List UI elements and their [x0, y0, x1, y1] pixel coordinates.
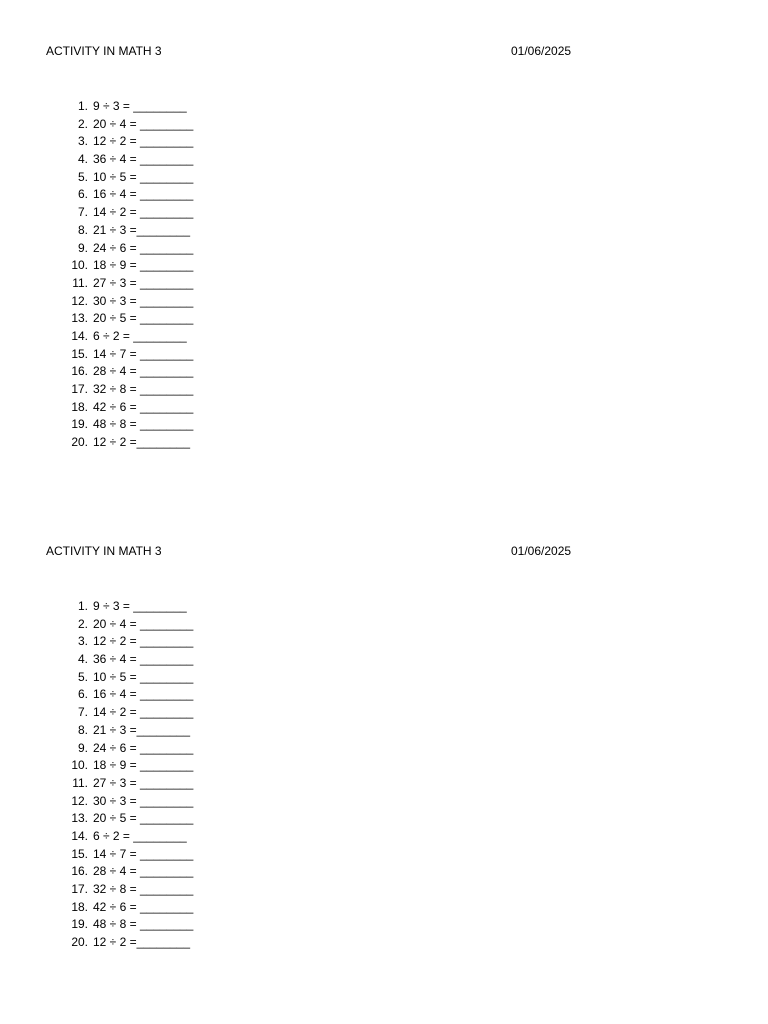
problem-expression: 28 ÷ 4 = ________ — [93, 864, 194, 879]
problem-number: 8. — [77, 222, 88, 237]
problem-number: 14. — [71, 328, 88, 343]
problem-number: 14. — [71, 828, 88, 843]
problem-number: 11. — [72, 775, 88, 790]
problem-number: 3. — [77, 634, 88, 649]
problem-number: 9. — [77, 740, 88, 755]
problem-expression: 42 ÷ 6 = ________ — [93, 899, 194, 914]
problem-number: 4. — [77, 152, 88, 167]
problem-number: 11. — [72, 275, 88, 290]
problem-number: 6. — [77, 687, 88, 702]
worksheet-date: 01/06/2025 — [511, 44, 572, 58]
problem-expression: 30 ÷ 3 = ________ — [93, 293, 194, 308]
problem-expression: 27 ÷ 3 = ________ — [93, 775, 194, 790]
worksheet-title: ACTIVITY IN MATH 3 — [46, 44, 162, 58]
problem-expression: 12 ÷ 2 = ________ — [93, 634, 194, 649]
problem-number: 7. — [77, 705, 88, 720]
problem-expression: 48 ÷ 8 = ________ — [93, 417, 194, 432]
problem-expression: 30 ÷ 3 = ________ — [93, 793, 194, 808]
problem-expression: 10 ÷ 5 = ________ — [93, 169, 194, 184]
problem-number: 12. — [71, 793, 88, 808]
problem-number: 1. — [77, 99, 88, 113]
problem-expression: 20 ÷ 5 = ________ — [93, 311, 194, 326]
problem-expression: 12 ÷ 2 = ________ — [93, 134, 194, 149]
problem-number: 16. — [71, 864, 88, 879]
problem-number: 16. — [71, 364, 88, 379]
problem-number: 13. — [71, 811, 88, 826]
problem-expression: 14 ÷ 2 = ________ — [93, 705, 194, 720]
problem-number: 18. — [71, 899, 88, 914]
problem-expression: 36 ÷ 4 = ________ — [93, 152, 194, 167]
problem-expression: 21 ÷ 3 =________ — [93, 722, 191, 737]
problem-expression: 10 ÷ 5 = ________ — [93, 669, 194, 684]
problem-expression: 12 ÷ 2 =________ — [93, 435, 191, 450]
problem-expression: 6 ÷ 2 = ________ — [93, 828, 187, 843]
problem-number: 5. — [77, 669, 88, 684]
problem-expression: 20 ÷ 4 = ________ — [93, 616, 194, 631]
problem-expression: 28 ÷ 4 = ________ — [93, 364, 194, 379]
problem-number: 18. — [71, 399, 88, 414]
problem-number: 15. — [71, 846, 88, 861]
worksheet-title: ACTIVITY IN MATH 3 — [46, 544, 162, 558]
problem-expression: 24 ÷ 6 = ________ — [93, 740, 194, 755]
problem-expression: 27 ÷ 3 = ________ — [93, 275, 194, 290]
problem-expression: 20 ÷ 4 = ________ — [93, 116, 194, 131]
problem-number: 6. — [77, 187, 88, 202]
problem-number: 1. — [77, 599, 88, 613]
problem-expression: 6 ÷ 2 = ________ — [93, 328, 187, 343]
problem-expression: 14 ÷ 7 = ________ — [93, 846, 194, 861]
problem-expression: 12 ÷ 2 =________ — [93, 935, 191, 950]
problem-expression: 42 ÷ 6 = ________ — [93, 399, 194, 414]
problem-expression: 14 ÷ 7 = ________ — [93, 346, 194, 361]
worksheet-date: 01/06/2025 — [511, 544, 572, 558]
problem-number: 3. — [77, 134, 88, 149]
problem-number: 13. — [71, 311, 88, 326]
problem-number: 5. — [77, 169, 88, 184]
problem-number: 8. — [77, 722, 88, 737]
problem-expression: 48 ÷ 8 = ________ — [93, 917, 194, 932]
problem-expression: 32 ÷ 8 = ________ — [93, 882, 194, 896]
problem-number: 9. — [77, 240, 88, 255]
problem-number: 2. — [77, 616, 88, 631]
problem-expression: 21 ÷ 3 =________ — [93, 222, 191, 237]
problem-number: 10. — [71, 258, 88, 273]
problem-number: 20. — [71, 435, 88, 450]
problem-expression: 18 ÷ 9 = ________ — [93, 258, 194, 273]
problem-number: 10. — [71, 758, 88, 773]
problem-number: 7. — [77, 205, 88, 220]
problem-expression: 14 ÷ 2 = ________ — [93, 205, 194, 220]
problem-expression: 32 ÷ 8 = ________ — [93, 382, 194, 396]
problem-expression: 9 ÷ 3 = ________ — [93, 599, 187, 613]
problem-expression: 16 ÷ 4 = ________ — [93, 687, 194, 702]
problem-number: 19. — [71, 417, 88, 432]
problem-expression: 9 ÷ 3 = ________ — [93, 99, 187, 113]
problem-number: 15. — [71, 346, 88, 361]
problem-expression: 24 ÷ 6 = ________ — [93, 240, 194, 255]
problem-number: 12. — [71, 293, 88, 308]
problem-number: 17. — [71, 882, 88, 896]
problem-expression: 16 ÷ 4 = ________ — [93, 187, 194, 202]
problem-number: 19. — [71, 917, 88, 932]
problem-expression: 18 ÷ 9 = ________ — [93, 758, 194, 773]
problem-expression: 36 ÷ 4 = ________ — [93, 652, 194, 667]
problem-number: 4. — [77, 652, 88, 667]
problem-number: 2. — [77, 116, 88, 131]
problem-expression: 20 ÷ 5 = ________ — [93, 811, 194, 826]
problem-number: 20. — [71, 935, 88, 950]
problem-number: 17. — [71, 382, 88, 396]
